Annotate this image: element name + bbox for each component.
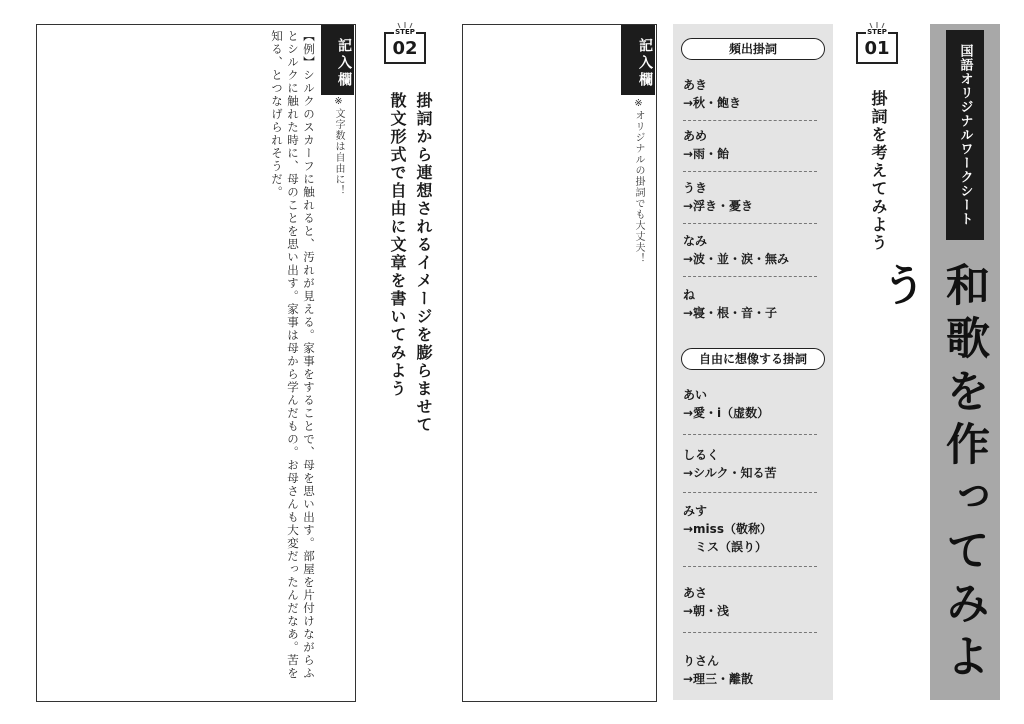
list-item bbox=[683, 502, 823, 556]
list-item bbox=[683, 179, 823, 215]
entry-meaning: →寝・根・音・子 bbox=[683, 306, 778, 320]
list-item bbox=[683, 386, 823, 422]
free-header: 自由に想像する掛詞 bbox=[681, 348, 825, 370]
entry-word: あめ bbox=[683, 129, 708, 143]
divider bbox=[683, 434, 817, 435]
step2-label: STEP bbox=[395, 28, 415, 36]
step2-number: 02 bbox=[392, 38, 418, 59]
writing-area-1[interactable] bbox=[462, 24, 657, 702]
list-item bbox=[683, 584, 823, 620]
divider bbox=[683, 492, 817, 493]
entry-meaning: →miss（敬称） bbox=[683, 522, 772, 536]
list-item bbox=[683, 446, 823, 482]
box2-note: ※文字数は自由に！ bbox=[333, 96, 344, 196]
entry-meaning: →秋・飽き bbox=[683, 96, 742, 110]
list-item bbox=[683, 652, 823, 688]
step1-label: STEP bbox=[867, 28, 887, 36]
divider bbox=[683, 632, 817, 633]
entry-meaning: →朝・浅 bbox=[683, 604, 730, 618]
entry-word: あい bbox=[683, 388, 708, 402]
list-item bbox=[683, 232, 823, 268]
entry-word: みす bbox=[683, 504, 708, 518]
box1-note: ※オリジナルの掛詞でも大丈夫！ bbox=[633, 98, 644, 264]
divider bbox=[683, 566, 817, 567]
frequent-header: 頻出掛詞 bbox=[681, 38, 825, 60]
list-item bbox=[683, 127, 823, 163]
step2-badge bbox=[384, 22, 426, 66]
list-item bbox=[683, 286, 823, 322]
step1-heading: 掛詞を考えてみよう bbox=[869, 90, 888, 252]
entry-word: ね bbox=[683, 288, 696, 302]
divider bbox=[683, 276, 817, 277]
step2-heading-line1: 掛詞から連想されるイメージを膨らませて bbox=[414, 92, 433, 434]
entry-word: あき bbox=[683, 78, 708, 92]
entry-meaning: →雨・飴 bbox=[683, 147, 730, 161]
entry-word: しるく bbox=[683, 448, 720, 462]
step2-heading-line2: 散文形式で自由に文章を書いてみよう bbox=[388, 92, 407, 398]
step1-number: 01 bbox=[864, 38, 890, 59]
page-title: 和歌を作ってみよう bbox=[874, 262, 989, 686]
entry-word: うき bbox=[683, 181, 708, 195]
step1-badge bbox=[856, 22, 898, 66]
entry-word: あさ bbox=[683, 586, 708, 600]
box2-tab: 記入欄 bbox=[321, 25, 354, 95]
entry-word: なみ bbox=[683, 234, 708, 248]
divider bbox=[683, 171, 817, 172]
box1-tab: 記入欄 bbox=[621, 25, 655, 95]
kakekotoba-panel bbox=[673, 24, 833, 700]
entry-meaning: →シルク・知る苦 bbox=[683, 466, 777, 480]
list-item bbox=[683, 76, 823, 112]
entry-meaning-2: ミス（誤り） bbox=[683, 540, 768, 554]
entry-meaning: →浮き・憂き bbox=[683, 199, 754, 213]
divider bbox=[683, 120, 817, 121]
entry-meaning: →波・並・涙・無み bbox=[683, 252, 790, 266]
entry-meaning: →理三・離散 bbox=[683, 672, 754, 686]
divider bbox=[683, 223, 817, 224]
entry-meaning: →愛・i（虚数） bbox=[683, 406, 770, 420]
example-text: 【例】シルクのスカーフに触れると、汚れが見える。家事をすることで、母を思い出す。部屋を片付けながらふとシルクに触れた時に、母のことを思い出す。家事は母から学んだもの。お母さんも大変だったんだなあ。苦を知る、とつなげられそうだ。 bbox=[270, 30, 316, 680]
step2-heading bbox=[380, 92, 436, 472]
series-label: 国語オリジナルワークシート bbox=[946, 30, 984, 240]
entry-word: りさん bbox=[683, 654, 720, 668]
